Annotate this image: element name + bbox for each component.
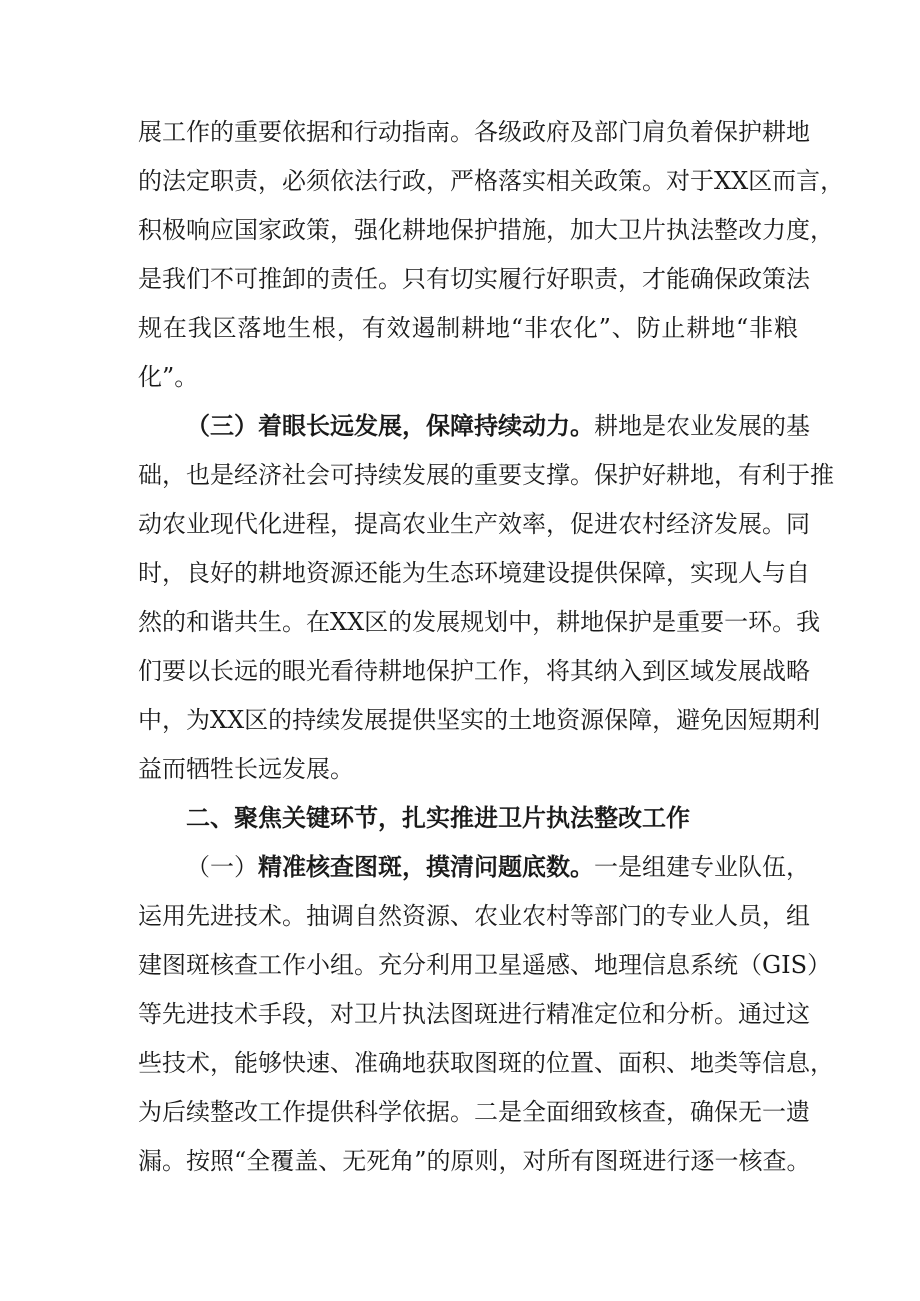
paragraph-line: 化”。 <box>138 363 199 391</box>
paragraph-line: 为后续整改工作提供科学依据。二是全面细致核查，确保无一遗 <box>138 1098 810 1126</box>
paragraph-line: 然的和谐共生。在XX区的发展规划中，耕地保护是重要一环。我 <box>138 608 821 636</box>
paragraph-first-line <box>186 847 810 887</box>
paragraph-line: 建图斑核查工作小组。充分利用卫星遥感、地理信息系统（GIS） <box>138 951 832 979</box>
paragraph-line: 规在我区落地生根，有效遏制耕地“非农化”、防止耕地“非粮 <box>138 314 798 342</box>
paragraph-line: 些技术，能够快速、准确地获取图斑的位置、面积、地类等信息， <box>138 1049 834 1077</box>
paragraph-line: 展工作的重要依据和行动指南。各级政府及部门肩负着保护耕地 <box>138 118 810 146</box>
subsection-number: （一） <box>186 853 258 881</box>
paragraph-line: 的法定职责，必须依法行政，严格落实相关政策。对于XX区而言， <box>138 167 845 195</box>
subsection-heading: 精准核查图斑，摸清问题底数。 <box>258 852 594 881</box>
paragraph-line: 时，良好的耕地资源还能为生态环境建设提供保障，实现人与自 <box>138 559 810 587</box>
paragraph-line: 益而牺牲长远发展。 <box>138 755 354 783</box>
paragraph-line: 们要以长远的眼光看待耕地保护工作，将其纳入到区域发展战略 <box>138 657 810 685</box>
paragraph-line: 中，为XX区的持续发展提供坚实的土地资源保障，避免因短期利 <box>138 706 821 734</box>
section-title: 二、聚焦关键环节，扎实推进卫片执法整改工作 <box>186 803 690 832</box>
paragraph-text: 耕地是农业发展的基 <box>594 412 810 440</box>
paragraph-line: 积极响应国家政策，强化耕地保护措施，加大卫片执法整改力度， <box>138 216 834 244</box>
paragraph-first-line <box>186 406 810 446</box>
subsection-heading: （三）着眼长远发展，保障持续动力。 <box>186 411 594 440</box>
paragraph-line: 动农业现代化进程，提高农业生产效率，促进农村经济发展。同 <box>138 510 810 538</box>
paragraph-line: 是我们不可推卸的责任。只有切实履行好职责，才能确保政策法 <box>138 265 810 293</box>
paragraph-text: 一是组建专业队伍， <box>594 853 810 881</box>
paragraph-line: 础，也是经济社会可持续发展的重要支撑。保护好耕地，有利于推 <box>138 461 834 489</box>
paragraph-line: 漏。按照“全覆盖、无死角”的原则，对所有图斑进行逐一核查。 <box>138 1147 811 1175</box>
paragraph-line: 运用先进技术。抽调自然资源、农业农村等部门的专业人员，组 <box>138 902 810 930</box>
paragraph-line: 等先进技术手段，对卫片执法图斑进行精准定位和分析。通过这 <box>138 1000 810 1028</box>
